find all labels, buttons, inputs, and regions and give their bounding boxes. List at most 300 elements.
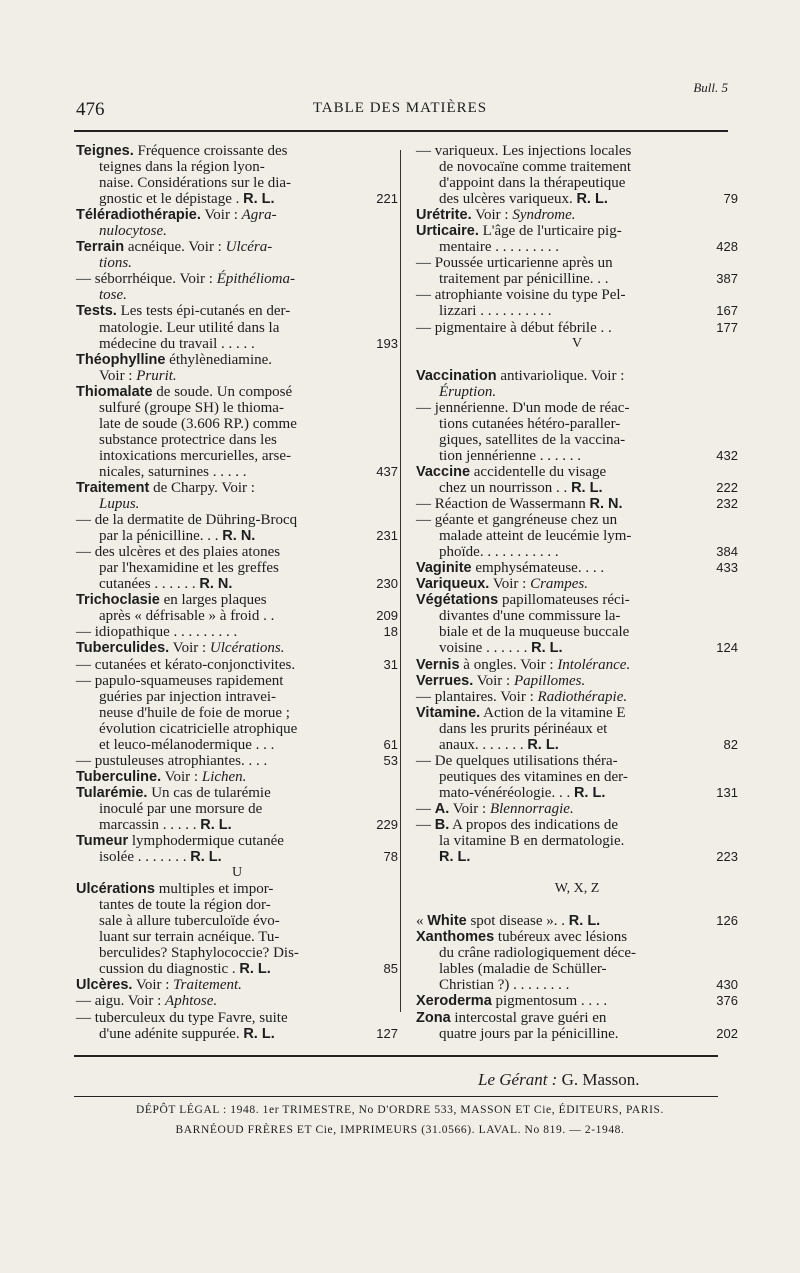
legal-deposit-line: DÉPÔT LÉGAL : 1948. 1er TRIMESTRE, No D'ORDRE 533, MASSON ET Cie, ÉDITEURS, PARIS. xyxy=(135,1104,664,1116)
index-line xyxy=(416,368,738,384)
index-term: R. L. xyxy=(243,1025,275,1042)
index-text: — tuberculeux du type Favre, suite xyxy=(76,1009,288,1026)
index-text: teignes dans la région lyon- xyxy=(99,159,265,176)
footer-rule-bottom xyxy=(74,1096,718,1097)
section-letter xyxy=(76,865,398,881)
index-text: — idiopathique . . . . . . . . . xyxy=(76,624,238,641)
index-term: Urétrite. xyxy=(416,207,472,224)
index-text: antivariolique. Voir : xyxy=(496,367,625,384)
page-reference: 221 xyxy=(376,191,398,207)
index-line xyxy=(416,560,738,576)
page-reference: 18 xyxy=(383,624,398,640)
index-line xyxy=(416,592,738,608)
index-term: Tularémie. xyxy=(76,784,148,801)
index-text: — aigu. Voir : xyxy=(76,993,166,1010)
index-text: Voir : xyxy=(489,576,531,593)
index-text: Voir : xyxy=(169,640,210,657)
index-text: mentaire . . . . . . . . . xyxy=(439,239,559,256)
index-term: R. L. xyxy=(573,784,606,801)
index-text: Voir : xyxy=(449,800,490,817)
page-reference: 376 xyxy=(716,993,738,1009)
cross-reference: Éruption. xyxy=(439,383,497,400)
page-reference: 124 xyxy=(716,640,738,656)
page-reference: 230 xyxy=(376,576,398,592)
index-line xyxy=(416,223,738,239)
cross-reference: Lupus. xyxy=(99,496,140,513)
page-reference: 131 xyxy=(716,784,738,800)
index-text: — Réaction de Wassermann xyxy=(416,496,590,513)
index-text: par l'hexamidine et les greffes xyxy=(99,560,279,577)
cross-reference: Traitement. xyxy=(173,977,242,994)
index-line xyxy=(416,303,738,319)
index-text: late de soude (3.606 RP.) comme xyxy=(99,415,297,432)
index-text: luant sur terrain acnéique. Tu- xyxy=(99,929,280,946)
index-text: emphysémateuse. . . . xyxy=(471,560,605,577)
section-letter xyxy=(416,881,738,897)
index-term: R. N. xyxy=(222,528,256,545)
index-text: A propos des indications de xyxy=(449,816,618,833)
index-text: — géante et gangréneuse chez un xyxy=(416,512,618,529)
index-text: anaux. . . . . . . xyxy=(439,736,528,753)
index-line xyxy=(416,352,738,368)
index-line xyxy=(416,993,738,1009)
gerant-signature xyxy=(478,1070,640,1090)
index-text: neuse d'huile de foie de morue ; xyxy=(99,704,290,721)
index-line xyxy=(416,673,738,689)
index-text: intercostal grave guéri en xyxy=(450,1009,607,1026)
index-line xyxy=(76,287,398,303)
index-term: R. L. xyxy=(190,849,222,866)
index-line xyxy=(76,945,398,961)
index-text: substance protectrice dans les xyxy=(99,431,277,448)
index-text: Voir : xyxy=(132,977,174,994)
index-term: Végétations xyxy=(416,592,499,609)
index-text: spot disease ». . xyxy=(466,913,569,930)
index-line xyxy=(76,368,398,384)
index-text: — De quelques utilisations théra- xyxy=(416,752,618,769)
page-reference: 31 xyxy=(383,656,398,672)
index-term: Traitement xyxy=(76,479,150,496)
index-text: tantes de toute la région dor- xyxy=(99,897,271,914)
index-line xyxy=(76,1010,398,1026)
index-text: de soude. Un composé xyxy=(152,383,293,400)
index-line xyxy=(416,480,738,496)
index-line xyxy=(416,737,738,753)
index-text: L'âge de l'urticaire pig- xyxy=(478,223,622,240)
index-line xyxy=(76,624,398,640)
page-reference: 223 xyxy=(716,849,738,865)
index-term: Thiomalate xyxy=(76,383,153,400)
index-line xyxy=(416,143,738,159)
index-text: par la pénicilline. . . xyxy=(99,528,223,545)
index-text: intoxications mercurielles, arse- xyxy=(99,447,292,464)
page-reference: 78 xyxy=(383,849,398,865)
index-line xyxy=(76,673,398,689)
index-text: — pustuleuses atrophiantes. . . . xyxy=(76,752,268,769)
page-reference: 437 xyxy=(376,463,398,479)
index-text: — atrophiante voisine du type Pel- xyxy=(416,287,626,304)
cross-reference: nulocytose. xyxy=(99,223,167,240)
page-reference: 232 xyxy=(716,496,738,512)
index-text: sale à allure tuberculoïde évo- xyxy=(99,913,280,930)
index-line xyxy=(76,464,398,480)
page-reference: 428 xyxy=(716,239,738,255)
index-text: gnostic et le dépistage . xyxy=(99,191,244,208)
printer-line: BARNÉOUD FRÈRES ET Cie, IMPRIMEURS (31.0566). LAVAL. No 819. — 2-1948. xyxy=(175,1124,625,1136)
index-text: de novocaïne comme traitement xyxy=(439,159,632,176)
index-line xyxy=(76,929,398,945)
page-reference: 430 xyxy=(716,977,738,993)
index-line xyxy=(76,849,398,865)
index-text: pigmentosum . . . . xyxy=(491,993,608,1010)
index-text: Voir : xyxy=(161,768,202,785)
index-term: R. N. xyxy=(199,576,233,593)
index-line xyxy=(416,705,738,721)
index-text: — des ulcères et des plaies atones xyxy=(76,544,281,561)
bulletin-label: Bull. 5 xyxy=(693,80,728,95)
index-text: — séborrhéique. Voir : xyxy=(76,271,217,288)
index-line xyxy=(76,592,398,608)
index-text: lizzari . . . . . . . . . . xyxy=(439,303,552,320)
index-line xyxy=(416,977,738,993)
index-line xyxy=(416,1026,738,1042)
cross-reference: Agra- xyxy=(241,207,277,224)
index-line xyxy=(416,544,738,560)
index-line xyxy=(416,721,738,737)
index-text: d'une adénite suppurée. xyxy=(99,1025,244,1042)
index-text: éthylènediamine. xyxy=(165,351,273,368)
index-line xyxy=(416,512,738,528)
index-text: nicales, saturnines . . . . . xyxy=(99,463,247,480)
index-line xyxy=(76,833,398,849)
index-line xyxy=(416,175,738,191)
index-text: traitement par pénicilline. . . xyxy=(439,271,609,288)
page-reference: 384 xyxy=(716,544,738,560)
index-text: Voir : xyxy=(471,207,513,224)
index-term: White xyxy=(427,913,467,930)
index-line xyxy=(416,448,738,464)
index-text: peutiques des vitamines en der- xyxy=(439,768,628,785)
index-line xyxy=(416,416,738,432)
index-term: Tests. xyxy=(76,303,117,320)
index-line xyxy=(76,897,398,913)
index-line xyxy=(416,400,738,416)
index-term: Tumeur xyxy=(76,833,129,850)
index-line xyxy=(76,336,398,352)
cross-reference: Ulcérations. xyxy=(209,640,285,657)
cross-reference: Syndrome. xyxy=(512,207,576,224)
index-line xyxy=(76,961,398,977)
index-text: biale et de la muqueuse buccale xyxy=(439,624,630,641)
index-term: R. L. xyxy=(531,640,563,657)
page-number: 476 xyxy=(76,99,105,120)
index-text: sulfuré (groupe SH) le thioma- xyxy=(99,399,284,416)
index-line xyxy=(416,624,738,640)
page-reference: 229 xyxy=(376,816,398,832)
cross-reference: tose. xyxy=(99,287,127,304)
index-line xyxy=(76,913,398,929)
index-term: R. L. xyxy=(527,736,559,753)
index-text: malade atteint de leucémie lym- xyxy=(439,528,632,545)
index-term: R. L. xyxy=(200,816,232,833)
index-text: à ongles. Voir : xyxy=(459,656,558,673)
index-column-right xyxy=(416,143,738,1042)
index-line xyxy=(416,753,738,769)
index-term: Téléradiothérapie. xyxy=(76,207,201,224)
index-line xyxy=(416,255,738,271)
index-term: Vaccination xyxy=(416,367,497,384)
index-line xyxy=(416,897,738,913)
index-line xyxy=(416,496,738,512)
index-line xyxy=(76,881,398,897)
index-line xyxy=(76,143,398,159)
index-text: après « défrisable » à froid . . xyxy=(99,608,275,625)
cross-reference: Épithélioma- xyxy=(216,271,296,288)
index-term: Terrain xyxy=(76,239,125,256)
index-term: Zona xyxy=(416,1009,451,1026)
index-line xyxy=(76,496,398,512)
index-term: Ulcères. xyxy=(76,977,133,994)
page-reference: 53 xyxy=(383,752,398,768)
index-text: W, X, Z xyxy=(554,881,600,897)
index-line xyxy=(76,191,398,207)
index-line xyxy=(416,271,738,287)
index-text: Les tests épi-cutanés en der- xyxy=(116,303,291,320)
index-line xyxy=(416,384,738,400)
index-text: marcassin . . . . . xyxy=(99,816,201,833)
index-line xyxy=(416,608,738,624)
page-reference: 127 xyxy=(376,1025,398,1041)
index-line xyxy=(416,817,738,833)
cross-reference: Ulcéra- xyxy=(225,239,273,256)
index-term: Teignes. xyxy=(76,143,134,159)
index-term: Ulcérations xyxy=(76,881,155,898)
index-text: Voir : xyxy=(200,207,242,224)
index-line xyxy=(76,640,398,656)
index-line xyxy=(416,464,738,480)
index-text: la vitamine B en dermatologie. xyxy=(439,833,625,850)
index-text: U xyxy=(231,865,243,881)
index-line xyxy=(76,705,398,721)
index-line xyxy=(76,1026,398,1042)
index-text: accidentelle du visage xyxy=(470,463,607,480)
index-line xyxy=(76,977,398,993)
index-term: Vitamine. xyxy=(416,704,481,721)
index-text: berculides? Staphylococcie? Dis- xyxy=(99,945,299,962)
index-line xyxy=(416,1010,738,1026)
index-line xyxy=(416,833,738,849)
index-line xyxy=(416,287,738,303)
index-text: papillomateuses réci- xyxy=(498,592,630,609)
index-line xyxy=(76,223,398,239)
index-text: chez un nourrisson . . xyxy=(439,479,572,496)
index-line xyxy=(416,528,738,544)
index-text: — variqueux. Les injections locales xyxy=(416,143,632,159)
page-reference: 432 xyxy=(716,447,738,463)
index-text: du crâne radiologiquement déce- xyxy=(439,945,636,962)
index-line xyxy=(76,352,398,368)
index-text: dans les prurits périnéaux et xyxy=(439,720,608,737)
index-line xyxy=(416,913,738,929)
index-text: multiples et impor- xyxy=(154,881,274,898)
page-reference: 209 xyxy=(376,608,398,624)
index-line xyxy=(416,801,738,817)
page-reference: 433 xyxy=(716,560,738,576)
index-text: médecine du travail . . . . . xyxy=(99,335,255,352)
index-line xyxy=(76,737,398,753)
index-term: R. L. xyxy=(243,191,275,208)
index-term: R. L. xyxy=(239,961,271,978)
index-text: phoïde. . . . . . . . . . . xyxy=(439,544,559,561)
index-term: Trichoclasie xyxy=(76,592,160,609)
index-line xyxy=(416,689,738,705)
index-term: R. L. xyxy=(576,191,608,208)
index-text: Christian ?) . . . . . . . . xyxy=(439,977,570,994)
index-term: Verrues. xyxy=(416,672,474,689)
index-text: Un cas de tularémie xyxy=(147,784,271,801)
index-term: Tuberculine. xyxy=(76,768,162,785)
index-text: quatre jours par la pénicilline. xyxy=(439,1025,619,1042)
index-line xyxy=(76,753,398,769)
index-text: — xyxy=(416,816,435,833)
index-text: de Charpy. Voir : xyxy=(149,479,255,496)
index-term: Variqueux. xyxy=(416,576,490,593)
section-letter xyxy=(416,336,738,352)
index-term: A. xyxy=(434,800,450,817)
index-text: tubéreux avec lésions xyxy=(494,929,628,946)
index-line xyxy=(416,191,738,207)
index-text: « xyxy=(416,913,428,930)
index-line xyxy=(76,255,398,271)
index-term: R. N. xyxy=(589,496,623,513)
index-line xyxy=(76,480,398,496)
index-text: cutanées . . . . . . xyxy=(99,576,200,593)
index-line xyxy=(76,721,398,737)
index-text: naise. Considérations sur le dia- xyxy=(99,175,292,192)
index-line xyxy=(76,432,398,448)
index-line xyxy=(416,640,738,656)
cross-reference: Lichen. xyxy=(201,768,247,785)
index-line xyxy=(416,432,738,448)
index-line xyxy=(76,159,398,175)
page-reference: 193 xyxy=(376,335,398,351)
index-line xyxy=(76,560,398,576)
index-text: mato-vénéréologie. . . xyxy=(439,784,574,801)
index-line xyxy=(76,769,398,785)
index-text: — xyxy=(416,800,435,817)
gerant-prefix: Le Gérant : xyxy=(478,1070,558,1089)
index-text: cussion du diagnostic . xyxy=(99,961,240,978)
index-line xyxy=(76,544,398,560)
index-line xyxy=(76,303,398,319)
page-reference: 222 xyxy=(716,479,738,495)
cross-reference: Radiothérapie. xyxy=(537,688,628,705)
index-text: isolée . . . . . . . xyxy=(99,849,191,866)
index-text: acnéique. Voir : xyxy=(124,239,226,256)
page-reference: 177 xyxy=(716,319,738,335)
index-line xyxy=(416,961,738,977)
index-text: — cutanées et kérato-conjonctivites. xyxy=(76,656,296,673)
index-line xyxy=(416,657,738,673)
index-term: Tuberculides. xyxy=(76,640,170,657)
index-text: guéries par injection intravei- xyxy=(99,688,277,705)
index-text: inoculé par une morsure de xyxy=(99,800,263,817)
index-text: — Poussée urticarienne après un xyxy=(416,255,613,272)
index-text: évolution cicatricielle atrophique xyxy=(99,720,298,737)
cross-reference: Crampes. xyxy=(530,576,588,593)
index-text: — de la dermatite de Dühring-Brocq xyxy=(76,512,298,529)
page-reference: 85 xyxy=(383,961,398,977)
index-text: lymphodermique cutanée xyxy=(128,833,284,850)
cross-reference: Intolérance. xyxy=(557,656,631,673)
index-term: Vernis xyxy=(416,656,460,673)
cross-reference: Aphtose. xyxy=(165,993,218,1010)
index-line xyxy=(416,769,738,785)
index-line xyxy=(76,416,398,432)
index-text: Voir : xyxy=(473,672,514,689)
index-term: B. xyxy=(434,816,450,833)
index-text: Voir : xyxy=(99,367,137,384)
index-line xyxy=(416,945,738,961)
index-line xyxy=(76,785,398,801)
index-term: Vaccine xyxy=(416,463,471,480)
index-term: Vaginite xyxy=(416,560,472,577)
index-line xyxy=(76,239,398,255)
index-line xyxy=(76,448,398,464)
column-divider xyxy=(400,150,401,1012)
index-line xyxy=(416,865,738,881)
page-reference: 202 xyxy=(716,1025,738,1041)
index-term: Urticaire. xyxy=(416,223,479,240)
index-line xyxy=(416,207,738,223)
index-line xyxy=(76,801,398,817)
cross-reference: Blennorragie. xyxy=(489,800,574,817)
index-line xyxy=(76,207,398,223)
index-line xyxy=(76,528,398,544)
index-text: tion jennérienne . . . . . . xyxy=(439,447,582,464)
page-reference: 126 xyxy=(716,913,738,929)
index-term: Xeroderma xyxy=(416,993,492,1010)
running-title: TABLE DES MATIÈRES xyxy=(312,100,488,116)
index-column-left xyxy=(76,143,398,1042)
footer-rule-top xyxy=(74,1055,718,1057)
index-term: R. L. xyxy=(439,849,471,866)
page-reference: 82 xyxy=(723,736,738,752)
index-term: R. L. xyxy=(571,479,603,496)
index-line xyxy=(416,239,738,255)
page-reference: 79 xyxy=(723,191,738,207)
index-term: R. L. xyxy=(568,913,601,930)
cross-reference: Prurit. xyxy=(136,367,177,384)
index-text: tions cutanées hétéro-paraller- xyxy=(439,415,621,432)
index-line xyxy=(76,817,398,833)
index-line xyxy=(416,576,738,592)
index-text: et leuco-mélanodermique . . . xyxy=(99,736,275,753)
index-line xyxy=(76,608,398,624)
index-text: divantes d'une commissure la- xyxy=(439,608,621,625)
index-text: des ulcères variqueux. xyxy=(439,191,577,208)
index-line xyxy=(76,689,398,705)
index-line xyxy=(76,512,398,528)
index-line xyxy=(76,175,398,191)
page-reference: 167 xyxy=(716,303,738,319)
cross-reference: tions. xyxy=(99,255,132,272)
index-text: giques, satellites de la vaccina- xyxy=(439,431,626,448)
index-text: Fréquence croissante des xyxy=(133,143,288,159)
index-line xyxy=(416,849,738,865)
header-rule xyxy=(74,130,728,132)
index-line xyxy=(416,159,738,175)
